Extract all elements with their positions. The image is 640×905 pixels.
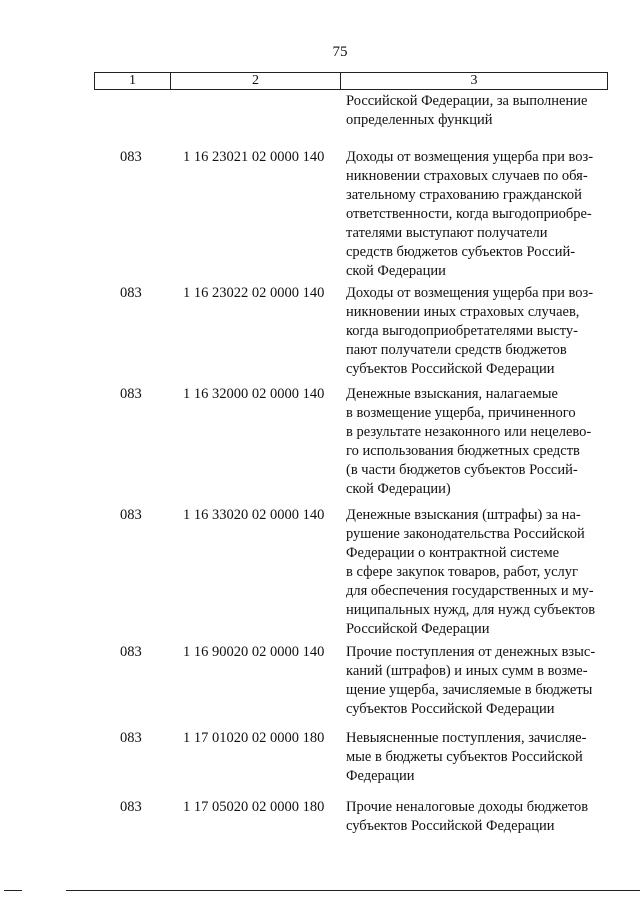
revenue-code: 1 17 01020 02 0000 180 [183,730,325,746]
revenue-code: 1 16 23022 02 0000 140 [183,285,325,301]
desc-line: мые в бюджеты субъектов Российской [346,749,583,765]
admin-code: 083 [120,149,142,165]
revenue-code: 1 16 23021 02 0000 140 [183,149,325,165]
desc-line: в результате незаконного или нецелево- [346,424,592,440]
desc-line: (в части бюджетов субъектов Россий- [346,462,578,478]
desc-line: субъектов Российской Федерации [346,701,555,717]
desc-line: тателями выступают получатели [346,225,548,241]
desc-line: рушение законодательства Российской [346,526,585,542]
desc-line: Федерации [346,768,415,784]
desc-line: субъектов Российской Федерации [346,361,555,377]
revenue-description [346,284,608,379]
revenue-description [346,798,608,836]
desc-line: определенных функций [346,112,493,128]
revenue-description [346,506,608,639]
desc-line: Доходы от возмещения ущерба при воз- [346,149,594,165]
admin-code: 083 [120,285,142,301]
desc-line: в сфере закупок товаров, работ, услуг [346,564,578,580]
header-col-1: 1 [95,73,171,89]
revenue-description [346,385,608,499]
header-col-3: 3 [470,73,478,88]
desc-line: когда выгодоприобретателями высту- [346,323,578,339]
desc-line: никновении страховых случаев по обя- [346,168,588,184]
admin-code: 083 [120,386,142,402]
admin-code: 083 [120,799,142,815]
desc-line: субъектов Российской Федерации [346,818,555,834]
revenue-code: 1 16 90020 02 0000 140 [183,644,325,660]
page-number: 75 [332,44,348,60]
desc-line: Федерации о контрактной системе [346,545,560,561]
revenue-code: 1 16 33020 02 0000 140 [183,507,325,523]
revenue-code: 1 16 32000 02 0000 140 [183,386,325,402]
desc-line: Денежные взыскания, налагаемые [346,386,558,402]
desc-line: ниципальных нужд, для нужд субъектов [346,602,596,618]
admin-code: 083 [120,507,142,523]
desc-line: Денежные взыскания (штрафы) за на- [346,507,581,523]
desc-line: каний (штрафов) и иных сумм в возме- [346,663,588,679]
desc-line: Российской Федерации, за выполнение [346,93,588,109]
desc-line: ской Федерации) [346,481,451,497]
footer-rule [66,890,640,891]
admin-code: 083 [120,644,142,660]
footer-tick [4,890,22,891]
revenue-code: 1 17 05020 02 0000 180 [183,799,325,815]
admin-code: 083 [120,730,142,746]
header-col-2: 2 [171,73,341,89]
desc-line: зательному страхованию гражданской [346,187,582,203]
desc-line: Прочие поступления от денежных взыс- [346,644,596,660]
desc-line: Доходы от возмещения ущерба при воз- [346,285,594,301]
desc-line: Прочие неналоговые доходы бюджетов [346,799,589,815]
desc-line: для обеспечения государственных и му- [346,583,594,599]
revenue-description [346,729,608,786]
desc-line: Невыясненные поступления, зачисляе- [346,730,587,746]
desc-line: ской Федерации [346,263,446,279]
desc-line: ответственности, когда выгодоприобре- [346,206,592,222]
desc-line: в возмещение ущерба, причиненного [346,405,576,421]
revenue-description [346,148,608,281]
desc-line: го использования бюджетных средств [346,443,580,459]
revenue-description [346,643,608,719]
desc-line: Российской Федерации [346,621,490,637]
continuation-text [346,92,608,130]
table-header [94,72,608,90]
desc-line: пают получатели средств бюджетов [346,342,567,358]
desc-line: щение ущерба, зачисляемые в бюджеты [346,682,593,698]
desc-line: никновении иных страховых случаев, [346,304,580,320]
desc-line: средств бюджетов субъектов Россий- [346,244,576,260]
